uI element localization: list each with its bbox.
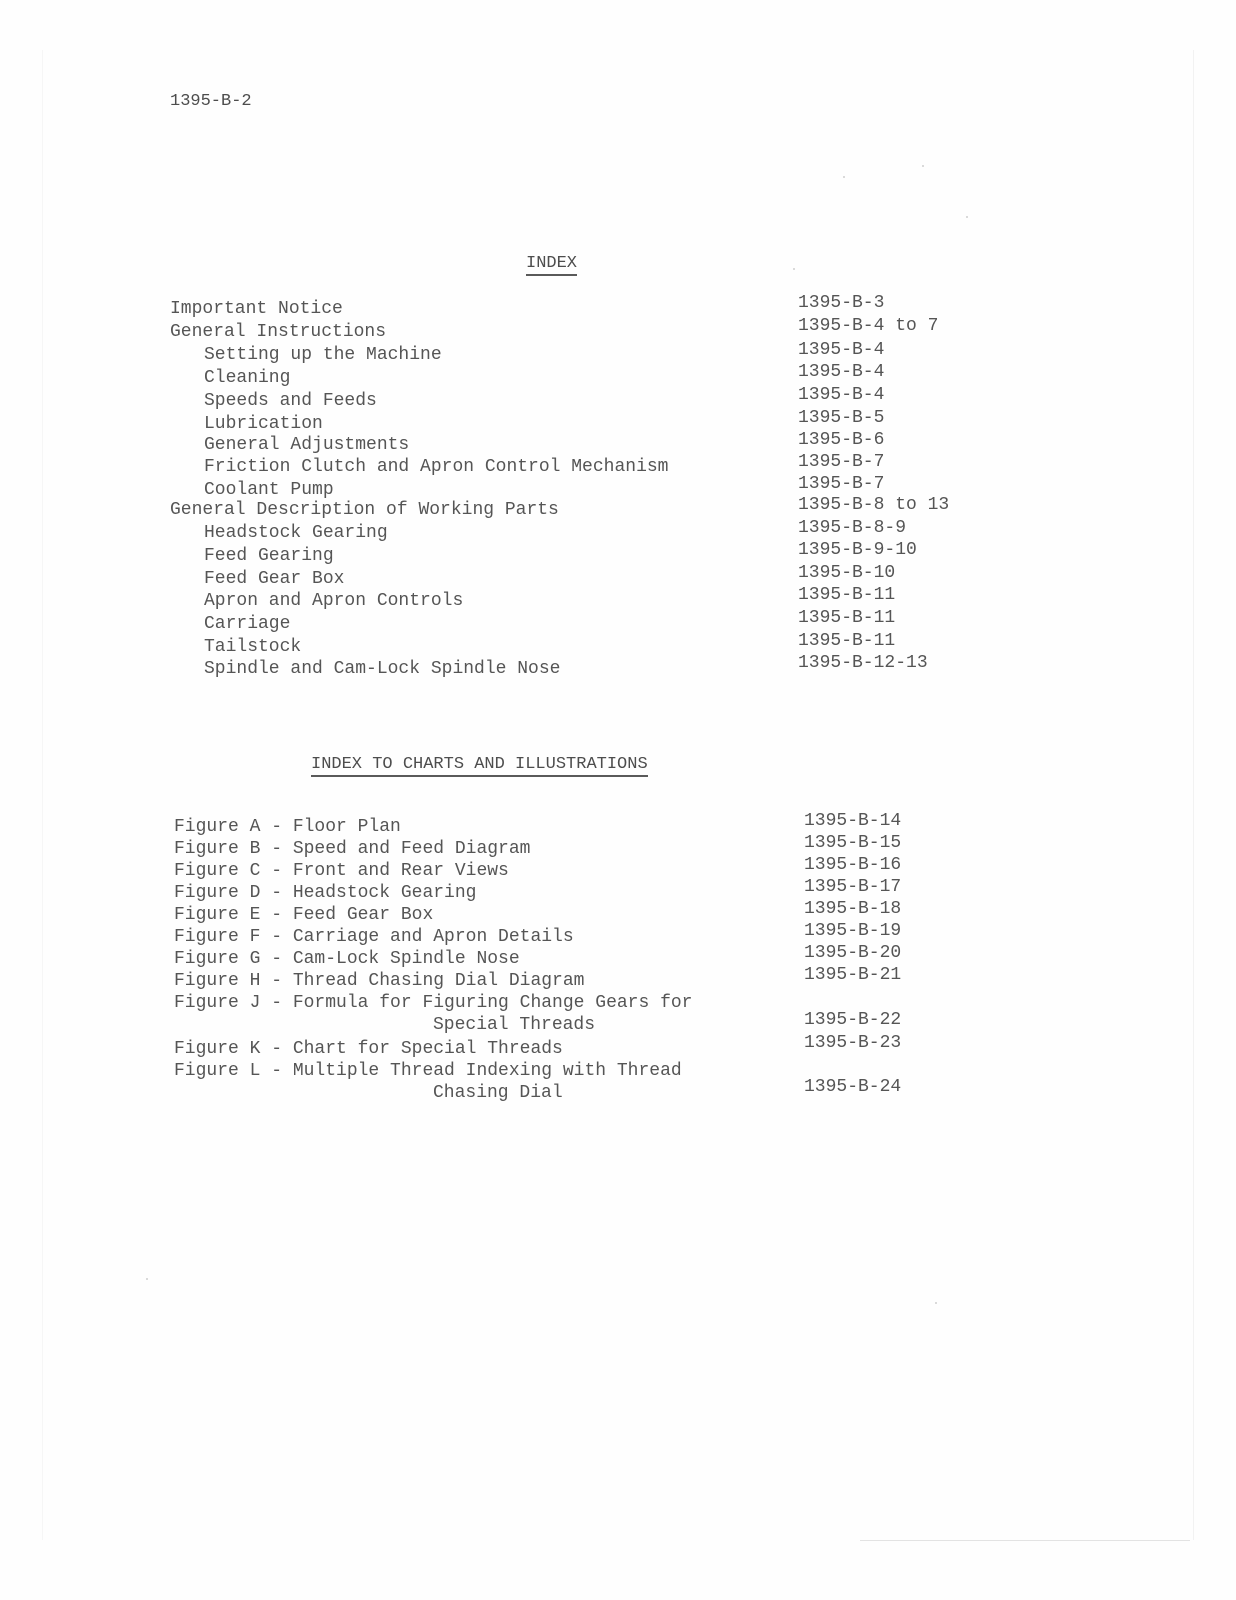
scan-speck: [793, 268, 795, 270]
figure-page: 1395-B-14: [804, 811, 902, 831]
charts-index-heading: INDEX TO CHARTS AND ILLUSTRATIONS: [311, 755, 648, 777]
entry-page: 1395-B-7: [798, 452, 885, 472]
entry-page: 1395-B-3: [798, 293, 885, 313]
entry-page: 1395-B-8-9: [798, 518, 907, 538]
entry-label: Spindle and Cam-Lock Spindle Nose: [204, 659, 561, 679]
entry-label: Headstock Gearing: [204, 523, 388, 543]
entry-page: 1395-B-7: [798, 474, 885, 494]
index-entry: [0, 293, 1236, 320]
entry-page: 1395-B-6: [798, 430, 885, 450]
index-entry: [0, 430, 1236, 456]
scan-speck: [843, 176, 845, 178]
figure-entry: [0, 1060, 1236, 1103]
entry-label: Coolant Pump: [204, 480, 334, 500]
entry-page: 1395-B-4: [798, 385, 885, 405]
figure-entry: [0, 833, 1236, 860]
figure-page: 1395-B-22: [804, 1010, 902, 1030]
scan-speck: [922, 165, 924, 167]
figure-label-continuation: Special Threads: [433, 1015, 596, 1035]
entry-label: Cleaning: [204, 368, 291, 388]
figure-entry: [0, 965, 1236, 992]
index-entry: [0, 540, 1236, 567]
figure-label: Figure G - Cam-Lock Spindle Nose: [174, 949, 520, 969]
figure-label: Figure K - Chart for Special Threads: [174, 1039, 563, 1059]
bottom-rule: [860, 1540, 1190, 1541]
entry-label: General Description of Working Parts: [170, 500, 559, 520]
figure-label: Figure D - Headstock Gearing: [174, 883, 477, 903]
entry-page: 1395-B-8 to 13: [798, 495, 950, 515]
entry-label: Speeds and Feeds: [204, 391, 377, 411]
figure-page: 1395-B-15: [804, 833, 902, 853]
entry-label: Setting up the Machine: [204, 345, 442, 365]
figure-entry: [0, 811, 1236, 838]
figure-label: Figure J - Formula for Figuring Change Gears for: [174, 993, 693, 1013]
page-number: 1395-B-2: [170, 92, 252, 111]
index-entry: [0, 653, 1236, 680]
figure-entry: [0, 855, 1236, 882]
entry-page: 1395-B-11: [798, 631, 896, 651]
figure-label: Figure F - Carriage and Apron Details: [174, 927, 574, 947]
entry-label: Lubrication: [204, 414, 323, 434]
index-entry: [0, 362, 1236, 389]
figure-page: 1395-B-20: [804, 943, 902, 963]
entry-label: Important Notice: [170, 299, 343, 319]
figure-page: 1395-B-18: [804, 899, 902, 919]
entry-label: General Instructions: [170, 322, 387, 342]
entry-page: 1395-B-10: [798, 563, 896, 583]
entry-label: Feed Gear Box: [204, 569, 345, 589]
figure-entry: [0, 899, 1236, 926]
figure-label: Figure C - Front and Rear Views: [174, 861, 509, 881]
entry-label: Friction Clutch and Apron Control Mechanism: [204, 457, 669, 477]
figure-entry: [0, 877, 1236, 904]
index-entry: [0, 518, 1236, 544]
entry-page: 1395-B-4: [798, 362, 885, 382]
entry-label: Carriage: [204, 614, 291, 634]
figure-label-continuation: Chasing Dial: [433, 1083, 563, 1103]
index-entry: [0, 408, 1236, 435]
index-entry: [0, 452, 1236, 478]
figure-entry: [0, 992, 1236, 1035]
scan-speck: [146, 1278, 148, 1280]
entry-label: Apron and Apron Controls: [204, 591, 464, 611]
index-entry: [0, 563, 1236, 590]
entry-page: 1395-B-12-13: [798, 653, 928, 673]
figure-page: 1395-B-17: [804, 877, 902, 897]
entry-page: 1395-B-11: [798, 585, 896, 605]
entry-page: 1395-B-4: [798, 340, 885, 360]
index-entry: [0, 608, 1236, 635]
index-heading: INDEX: [526, 254, 577, 276]
entry-label: General Adjustments: [204, 435, 410, 455]
figure-label: Figure A - Floor Plan: [174, 817, 401, 837]
scan-speck: [966, 216, 968, 218]
index-entry: [0, 631, 1236, 658]
entry-label: Tailstock: [204, 637, 302, 657]
figure-label: Figure B - Speed and Feed Diagram: [174, 839, 531, 859]
figure-entry: [0, 921, 1236, 948]
figure-page: 1395-B-23: [804, 1033, 902, 1053]
entry-label: Feed Gearing: [204, 546, 334, 566]
figure-page: 1395-B-16: [804, 855, 902, 875]
figure-page: 1395-B-21: [804, 965, 902, 985]
index-entry: [0, 316, 1236, 343]
entry-page: 1395-B-4 to 7: [798, 316, 939, 336]
figure-label: Figure H - Thread Chasing Dial Diagram: [174, 971, 585, 991]
figure-page: 1395-B-19: [804, 921, 902, 941]
index-entry: [0, 385, 1236, 412]
entry-page: 1395-B-5: [798, 408, 885, 428]
index-entry: [0, 585, 1236, 612]
figure-entry: [0, 943, 1236, 970]
scan-speck: [935, 1302, 937, 1304]
figure-entry: [0, 1033, 1236, 1060]
figure-label: Figure E - Feed Gear Box: [174, 905, 434, 925]
index-entry: [0, 474, 1236, 501]
entry-page: 1395-B-11: [798, 608, 896, 628]
figure-page: 1395-B-24: [804, 1077, 902, 1097]
figure-label: Figure L - Multiple Thread Indexing with Thread: [174, 1061, 682, 1081]
sheet-edge: [42, 50, 1194, 1540]
entry-page: 1395-B-9-10: [798, 540, 917, 560]
index-entry: [0, 340, 1236, 366]
index-entry: [0, 495, 1236, 521]
